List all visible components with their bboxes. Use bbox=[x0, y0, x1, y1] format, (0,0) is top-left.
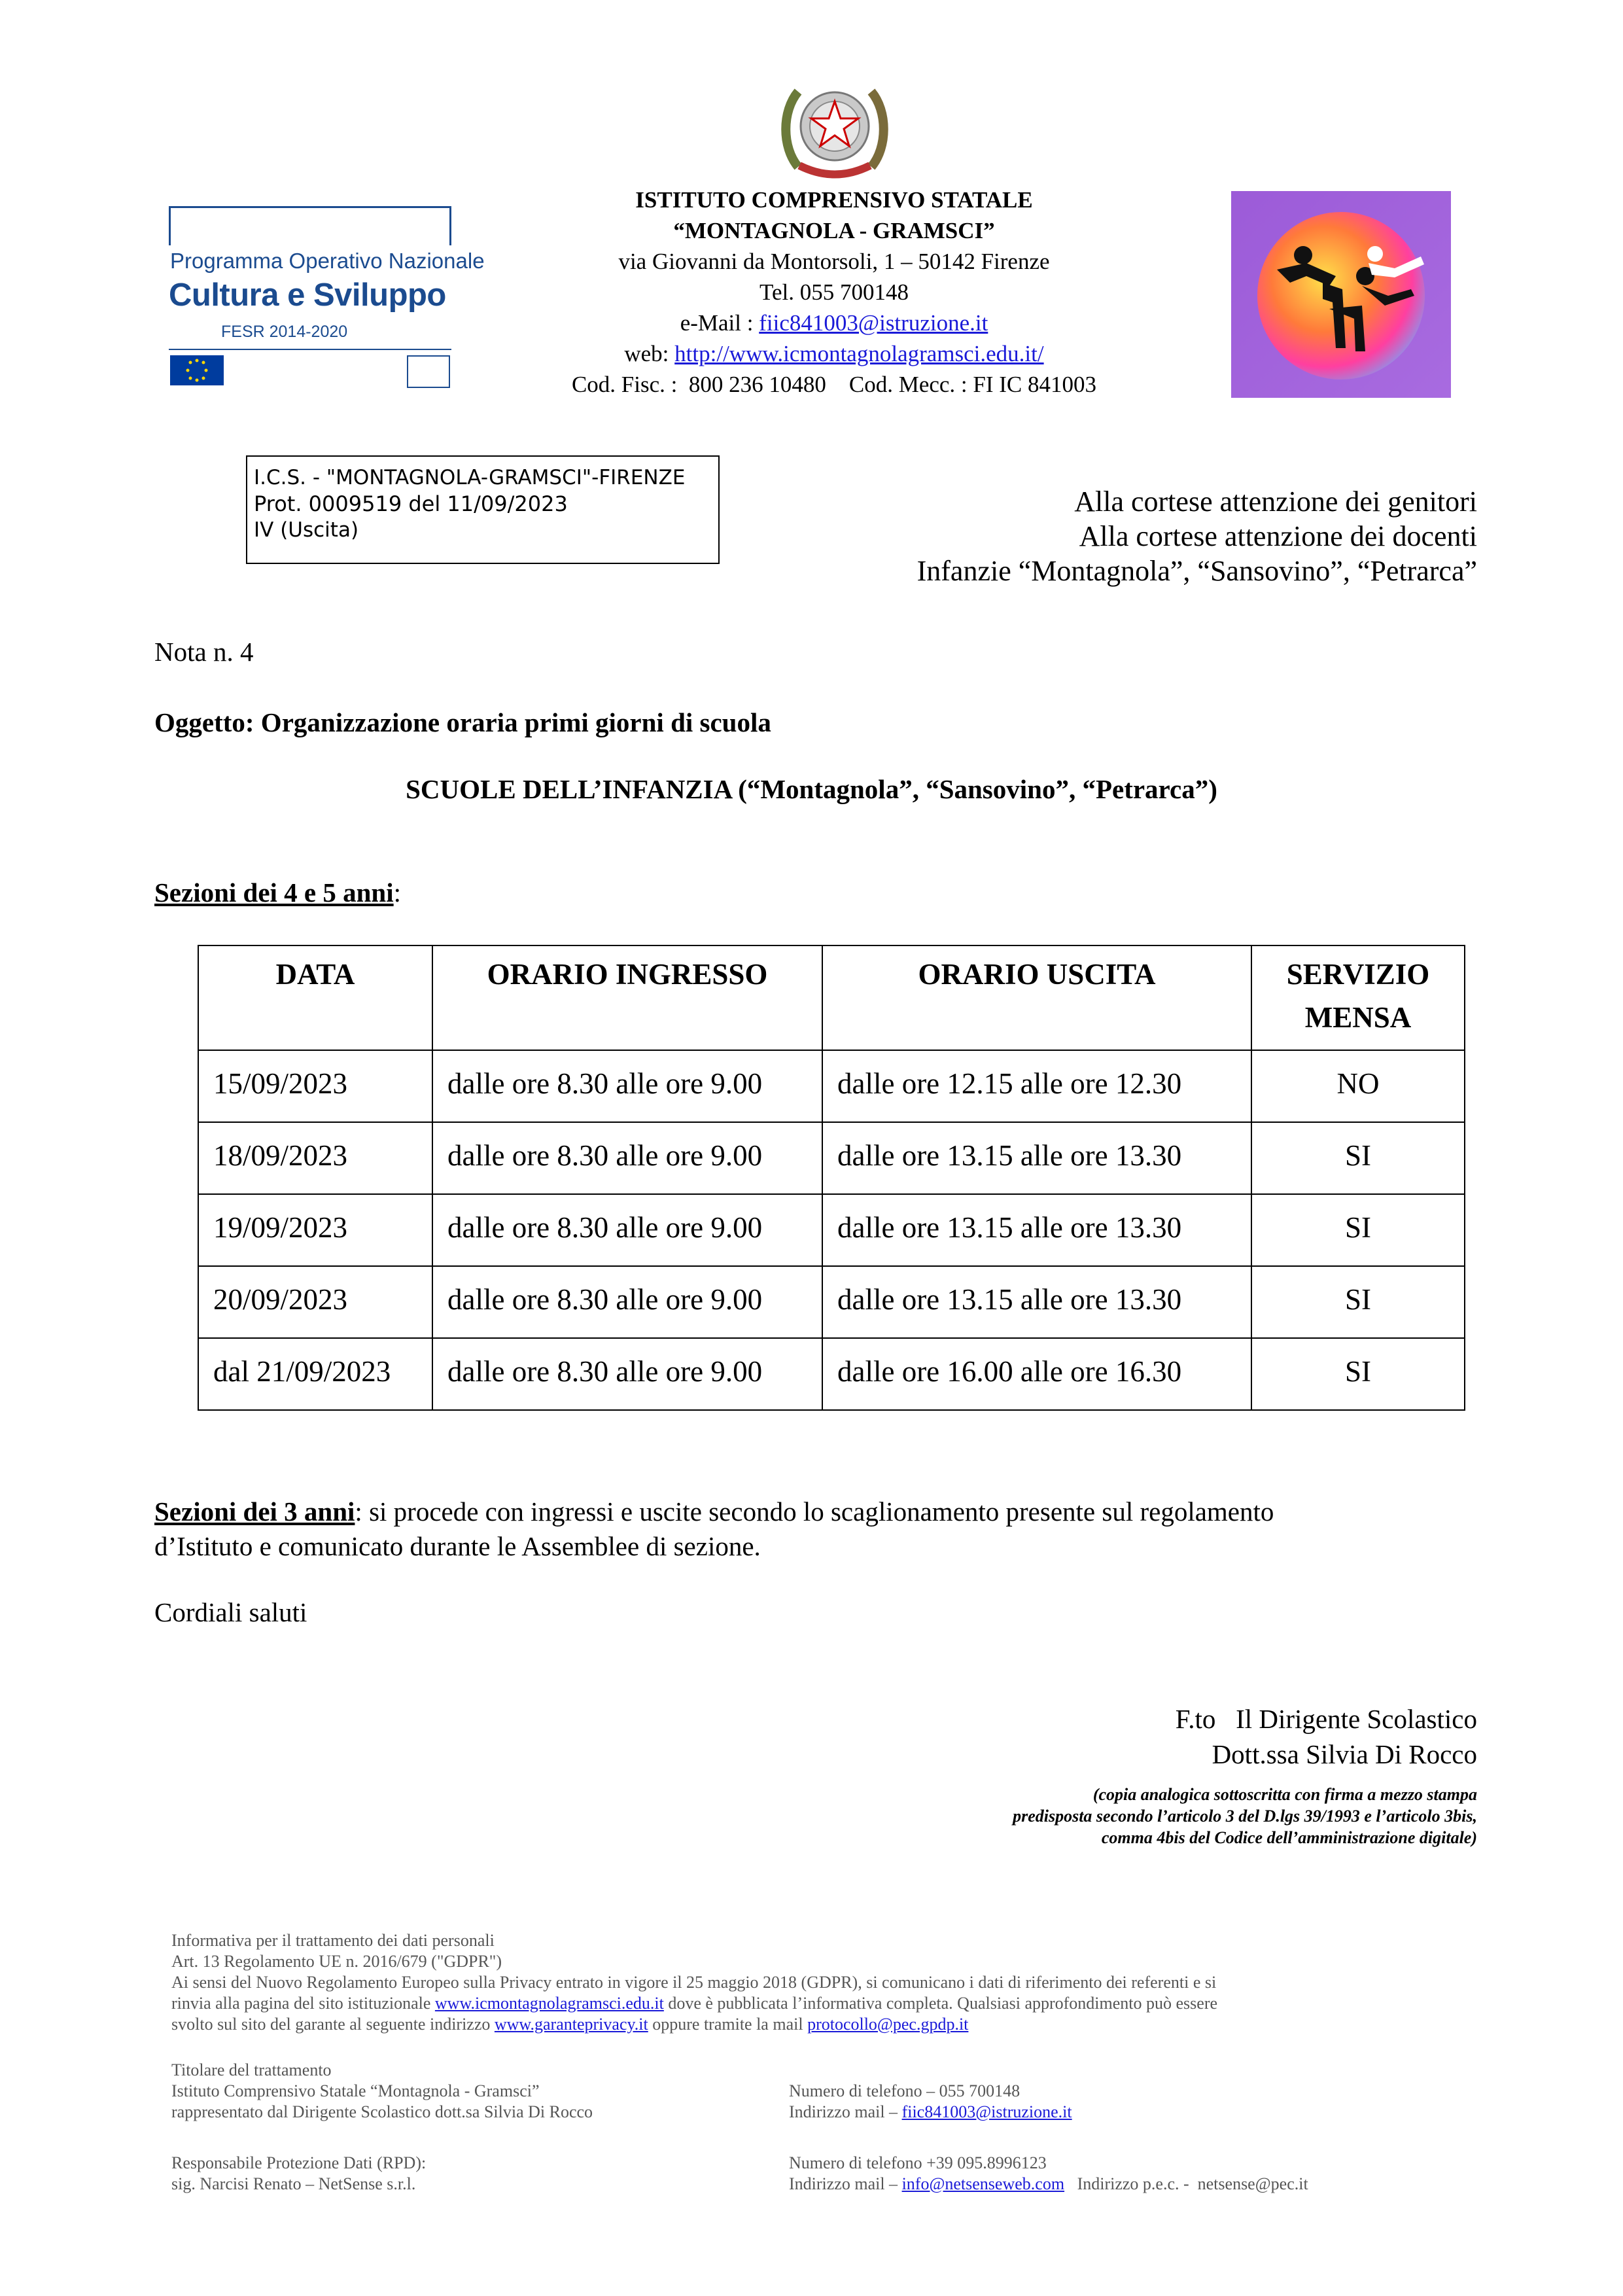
cell-ingresso: dalle ore 8.30 alle ore 9.00 bbox=[432, 1122, 822, 1194]
signature-note bbox=[850, 1784, 1477, 1848]
garante-email-link[interactable]: protocollo@pec.gpdp.it bbox=[807, 2015, 969, 2034]
controller-representative: rappresentato dal Dirigente Scolastico dott.sa Silvia Di Rocco bbox=[171, 2102, 593, 2121]
table-row bbox=[198, 1194, 1465, 1266]
web-label: web: bbox=[624, 341, 669, 366]
cell-uscita: dalle ore 12.15 alle ore 12.30 bbox=[822, 1050, 1251, 1122]
privacy-text-part: rinvia alla pagina del sito istituzionale bbox=[171, 1994, 435, 2013]
header-servizio-mensa bbox=[1251, 945, 1465, 1050]
table-row bbox=[198, 1338, 1465, 1410]
signature-name: Dott.ssa Silvia Di Rocco bbox=[1212, 1739, 1477, 1769]
privacy-text-part: svolto sul sito del garante al seguente indirizzo bbox=[171, 2015, 495, 2034]
protocol-line1: I.C.S. - "MONTAGNOLA-GRAMSCI"-FIRENZE bbox=[254, 466, 686, 489]
signature-block bbox=[981, 1701, 1477, 1772]
dpo-phone: Numero di telefono +39 095.8996123 bbox=[789, 2153, 1047, 2172]
cell-uscita: dalle ore 13.15 alle ore 13.30 bbox=[822, 1122, 1251, 1194]
schedule-table bbox=[198, 945, 1465, 1411]
privacy-text bbox=[171, 2014, 1217, 2035]
signature-note-line: predisposta secondo l’articolo 3 del D.lgs 39/1993 e l’articolo 3bis, bbox=[1013, 1807, 1477, 1826]
republic-emblem bbox=[778, 75, 891, 183]
header-orario-ingresso: ORARIO INGRESSO bbox=[432, 945, 822, 1050]
privacy-text-part: dove è pubblicata l’informativa completa. Qualsiasi approfondimento può essere bbox=[663, 1994, 1218, 2013]
privacy-article: Art. 13 Regolamento UE n. 2016/679 ("GDPR") bbox=[171, 1952, 502, 1971]
signature-note-line: (copia analogica sottoscritta con firma a mezzo stampa bbox=[1092, 1785, 1477, 1804]
section-3-title: Sezioni dei 3 anni bbox=[154, 1496, 355, 1527]
privacy-text: Ai sensi del Nuovo Regolamento Europeo sulla Privacy entrato in vigore il 25 maggio 2018 (GDPR), si comunicano i dati di riferimento dei referenti e si bbox=[171, 1973, 1217, 1992]
recipient-line: Infanzie “Montagnola”, “Sansovino”, “Petrarca” bbox=[916, 555, 1477, 587]
dpo-email-link[interactable]: info@netsenseweb.com bbox=[901, 2174, 1065, 2193]
subject-line: Oggetto: Organizzazione oraria primi giorni di scuola bbox=[154, 707, 771, 737]
table-row bbox=[198, 1122, 1465, 1194]
cell-uscita: dalle ore 16.00 alle ore 16.30 bbox=[822, 1338, 1251, 1410]
cell-ingresso: dalle ore 8.30 alle ore 9.00 bbox=[432, 1338, 822, 1410]
institute-web-row bbox=[458, 338, 1210, 369]
controller-phone: Numero di telefono – 055 700148 bbox=[789, 2081, 1021, 2100]
signature-note-line: comma 4bis del Codice dell’amministrazione digitale) bbox=[1101, 1828, 1477, 1847]
pon-logo-line2: Cultura e Sviluppo bbox=[169, 277, 446, 313]
data-controller-contacts bbox=[789, 2081, 1072, 2123]
institute-email-row bbox=[458, 308, 1210, 338]
pon-logo bbox=[169, 206, 485, 388]
cell-ingresso: dalle ore 8.30 alle ore 9.00 bbox=[432, 1194, 822, 1266]
cell-mensa: SI bbox=[1251, 1338, 1465, 1410]
institute-phone: Tel. 055 700148 bbox=[759, 279, 909, 305]
data-controller bbox=[171, 2060, 593, 2123]
section-3-paragraph bbox=[154, 1494, 1489, 1564]
privacy-title: Informativa per il trattamento dei dati personali bbox=[171, 1931, 495, 1950]
section-3-text-line1: : si procede con ingressi e uscite secondo lo scaglionamento presente sul regolamento bbox=[355, 1496, 1274, 1527]
cell-mensa: SI bbox=[1251, 1266, 1465, 1338]
repubblica-italiana-emblem-icon bbox=[778, 75, 891, 183]
cell-data: 15/09/2023 bbox=[198, 1050, 432, 1122]
dpo-pec: Indirizzo p.e.c. - netsense@pec.it bbox=[1064, 2174, 1308, 2193]
institute-email-link[interactable]: fiic841003@istruzione.it bbox=[759, 310, 988, 336]
protocol-stamp bbox=[246, 455, 720, 564]
controller-email-link[interactable]: fiic841003@istruzione.it bbox=[901, 2102, 1072, 2121]
protocol-number: Prot. 0009519 del 11/09/2023 bbox=[254, 491, 568, 516]
protocol-line3: IV (Uscita) bbox=[254, 518, 359, 542]
email-label: e-Mail : bbox=[680, 310, 754, 336]
cell-data: 20/09/2023 bbox=[198, 1266, 432, 1338]
signature-role: F.to Il Dirigente Scolastico bbox=[1175, 1704, 1477, 1734]
dpo-info bbox=[171, 2153, 426, 2195]
institute-site-link[interactable]: www.icmontagnolagramsci.edu.it bbox=[434, 1994, 664, 2013]
institute-header bbox=[458, 185, 1210, 400]
nota-number: Nota n. 4 bbox=[154, 637, 254, 667]
privacy-text bbox=[171, 1993, 1217, 2014]
garante-link[interactable]: www.garanteprivacy.it bbox=[494, 2015, 648, 2034]
cell-uscita: dalle ore 13.15 alle ore 13.30 bbox=[822, 1194, 1251, 1266]
institute-web-link[interactable]: http://www.icmontagnolagramsci.edu.it/ bbox=[674, 341, 1044, 366]
cell-mensa: SI bbox=[1251, 1122, 1465, 1194]
cell-data: dal 21/09/2023 bbox=[198, 1338, 432, 1410]
cell-mensa: NO bbox=[1251, 1050, 1465, 1122]
controller-name: Istituto Comprensivo Statale “Montagnola - Gramsci” bbox=[171, 2081, 540, 2100]
cell-uscita: dalle ore 13.15 alle ore 13.30 bbox=[822, 1266, 1251, 1338]
privacy-notice bbox=[171, 1930, 1217, 2035]
cell-ingresso: dalle ore 8.30 alle ore 9.00 bbox=[432, 1050, 822, 1122]
header-orario-uscita: ORARIO USCITA bbox=[822, 945, 1251, 1050]
closing-greeting: Cordiali saluti bbox=[154, 1597, 307, 1627]
schools-title: SCUOLE DELL’INFANZIA (“Montagnola”, “Sansovino”, “Petrarca”) bbox=[406, 774, 1217, 804]
pon-logo-line1: Programma Operativo Nazionale bbox=[170, 249, 485, 273]
pon-logo-line3: FESR 2014-2020 bbox=[221, 323, 348, 341]
table-row bbox=[198, 1266, 1465, 1338]
dancers-logo-icon bbox=[1231, 191, 1451, 398]
cell-data: 18/09/2023 bbox=[198, 1122, 432, 1194]
institute-name-line2: “MONTAGNOLA - GRAMSCI” bbox=[673, 218, 995, 243]
cell-data: 19/09/2023 bbox=[198, 1194, 432, 1266]
recipients bbox=[785, 484, 1477, 588]
dpo-contacts bbox=[789, 2153, 1308, 2195]
header-mensa: MENSA bbox=[1304, 1001, 1412, 1034]
italy-emblem-small-icon bbox=[407, 355, 450, 388]
recipient-line: Alla cortese attenzione dei genitori bbox=[1074, 486, 1477, 518]
cell-mensa: SI bbox=[1251, 1194, 1465, 1266]
controller-mail-label: Indirizzo mail – bbox=[789, 2102, 902, 2121]
section-45-title: Sezioni dei 4 e 5 anni bbox=[154, 877, 394, 908]
header-servizio: SERVIZIO bbox=[1286, 958, 1430, 991]
header-data: DATA bbox=[198, 945, 432, 1050]
institute-address: via Giovanni da Montorsoli, 1 – 50142 Firenze bbox=[618, 249, 1050, 274]
table-header-row bbox=[198, 945, 1465, 1050]
section-45-colon: : bbox=[393, 877, 402, 908]
institute-name-line1: ISTITUTO COMPRENSIVO STATALE bbox=[635, 187, 1033, 213]
eu-flag-icon bbox=[170, 355, 224, 385]
school-logo bbox=[1231, 191, 1451, 398]
controller-title: Titolare del trattamento bbox=[171, 2060, 332, 2079]
institute-codes: Cod. Fisc. : 800 236 10480 Cod. Mecc. : FI IC 841003 bbox=[571, 372, 1097, 397]
dpo-name: sig. Narcisi Renato – NetSense s.r.l. bbox=[171, 2174, 416, 2193]
recipient-line: Alla cortese attenzione dei docenti bbox=[1079, 520, 1477, 552]
privacy-text-part: oppure tramite la mail bbox=[648, 2015, 808, 2034]
section-45-heading bbox=[154, 875, 401, 910]
section-3-text-line2: d’Istituto e comunicato durante le Assemblee di sezione. bbox=[154, 1531, 761, 1561]
dpo-title: Responsabile Protezione Dati (RPD): bbox=[171, 2153, 427, 2172]
cell-ingresso: dalle ore 8.30 alle ore 9.00 bbox=[432, 1266, 822, 1338]
table-row bbox=[198, 1050, 1465, 1122]
dpo-mail-label: Indirizzo mail – bbox=[789, 2174, 902, 2193]
